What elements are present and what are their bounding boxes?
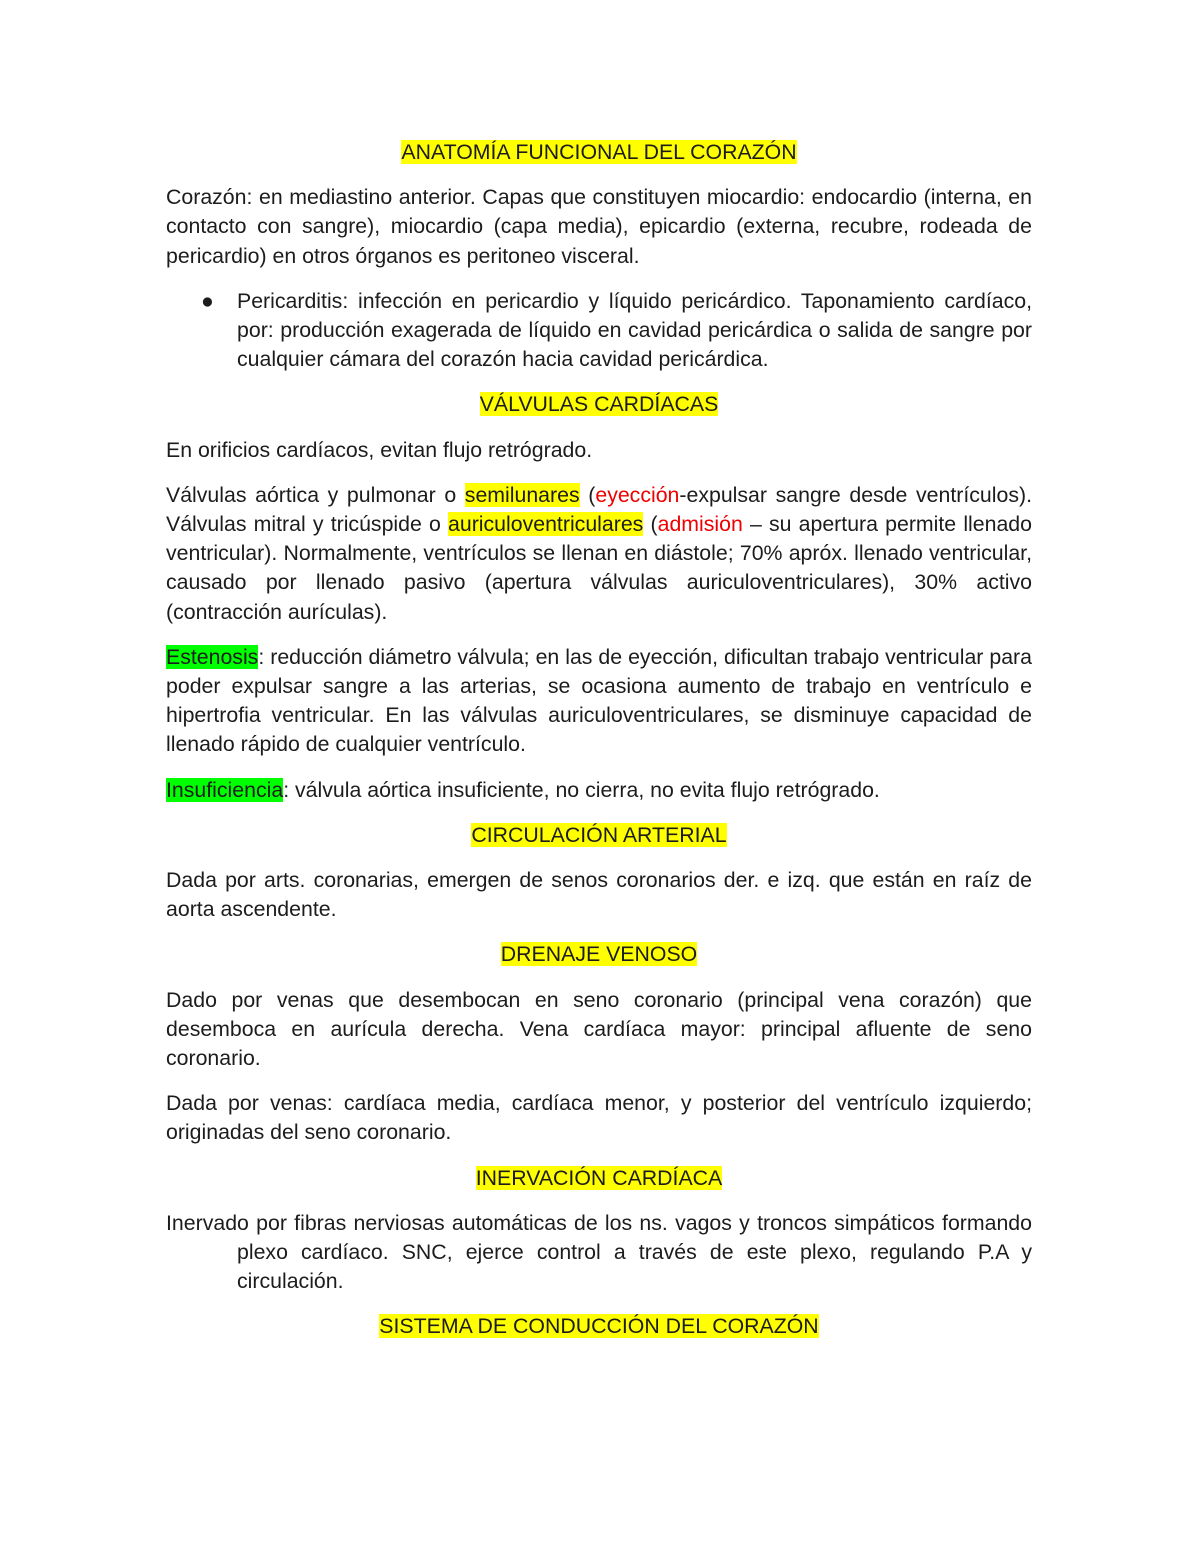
heading-drenaje-text: DRENAJE VENOSO: [500, 942, 698, 967]
list-item-pericarditis-text: Pericarditis: infección en pericardio y líquido pericárdico. Taponamiento cardíaco, por: producción exagerada de líquido en cavidad pericárdica o salida de sangre por cualquier cámara del corazón hacia cavidad pericárdica.: [237, 288, 1032, 372]
paragraph-inervacion: Inervado por fibras nerviosas automáticas de los ns. vagos y troncos simpáticos formando plexo cardíaco. SNC, ejerce control a través de este plexo, regulando P.A y circulación.: [166, 1210, 1032, 1294]
document-page: [166, 138, 1032, 1342]
highlight-semilunares: semilunares: [464, 482, 580, 507]
highlight-insuficiencia: Insuficiencia: [166, 777, 284, 802]
heading-circulacion-text: CIRCULACIÓN ARTERIAL: [471, 822, 727, 847]
paragraph-orificios: En orificios cardíacos, evitan flujo retrógrado.: [166, 437, 593, 462]
heading-anatomia-text: ANATOMÍA FUNCIONAL DEL CORAZÓN: [401, 140, 797, 164]
paragraph-valvulas: [166, 481, 1032, 627]
heading-drenaje: [166, 940, 1032, 969]
red-term-eyeccion: eyección: [595, 482, 680, 507]
paragraph-venas: Dado por venas que desembocan en seno coronario (principal vena corazón) que desemboca en aurícula derecha. Vena cardíaca mayor: principal afluente de seno coronario.: [166, 987, 1032, 1071]
paragraph-corazon: Corazón: en mediastino anterior. Capas que constituyen miocardio: endocardio (interna, en contacto con sangre), miocardio (capa media), epicardio (externa, recubre, rodeada de pericardio) en otros órganos es peritoneo visceral.: [166, 185, 1032, 268]
highlight-estenosis: Estenosis: [166, 644, 259, 669]
heading-inervacion-text: INERVACIÓN CARDÍACA: [475, 1165, 723, 1190]
highlight-auriculoventriculares: auriculoventriculares: [448, 512, 644, 536]
heading-anatomia: [166, 138, 1032, 167]
heading-circulacion: [166, 821, 1032, 850]
heading-inervacion: [166, 1164, 1032, 1193]
heading-valvulas: [166, 390, 1032, 419]
text-segment: (: [643, 512, 658, 536]
paragraph-estenosis: [166, 643, 1032, 760]
heading-sistema-conduccion-text: SISTEMA DE CONDUCCIÓN DEL CORAZÓN: [379, 1314, 819, 1339]
text-segment: : reducción diámetro válvula; en las de eyección, dificultan trabajo ventricular para poder expulsar sangre a las arterias, se ocasiona aumento de trabajo en ventrículo e hipertrofia ventricular. En las válvulas auriculoventriculares, se disminuye capacidad de llenado rápido de cualquier ventrículo.: [166, 644, 1032, 757]
red-term-admision: admisión: [657, 512, 743, 536]
paragraph-venas-2: Dada por venas: cardíaca media, cardíaca menor, y posterior del ventrículo izquierdo; originadas del seno coronario.: [166, 1091, 1032, 1145]
paragraph-arterias: Dada por arts. coronarias, emergen de senos coronarios der. e izq. que están en raíz de aorta ascendente.: [166, 868, 1032, 922]
paragraph-insuficiencia: [166, 776, 1032, 805]
text-segment: -expulsar sangre desde ventrículos). Válvulas mitral y tricúspide o: [166, 482, 1032, 536]
heading-sistema-conduccion: [166, 1312, 1032, 1341]
text-segment: – su apertura permite llenado ventricular). Normalmente, ventrículos se llenan en diástole; 70% apróx. llenado ventricular, causado por llenado pasivo (apertura válvulas auriculoventriculares), 30% activo (contracción aurículas).: [166, 512, 1032, 624]
heading-valvulas-text: VÁLVULAS CARDÍACAS: [479, 392, 719, 417]
list-item-pericarditis: [166, 287, 1032, 375]
bullet-icon: ●: [201, 288, 214, 313]
text-segment: Válvulas aórtica y pulmonar o: [166, 482, 465, 507]
text-segment: : válvula aórtica insuficiente, no cierra, no evita flujo retrógrado.: [283, 777, 880, 802]
text-segment: (: [579, 482, 596, 507]
